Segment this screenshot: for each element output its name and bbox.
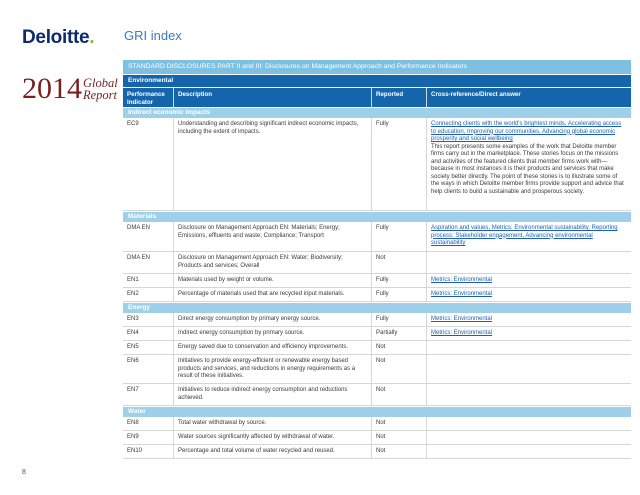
cell-indicator: DMA EN: [123, 222, 174, 251]
cell-cross-reference: [427, 417, 631, 430]
cell-reported: Not: [372, 445, 427, 458]
column-header-row: [123, 88, 631, 107]
table-row: [123, 355, 631, 384]
cell-reported: Fully: [372, 222, 427, 251]
cell-cross-reference: [427, 355, 631, 383]
global-report-badge: [22, 74, 118, 104]
cell-cross-reference: [427, 431, 631, 444]
logo-dot: .: [89, 27, 95, 48]
cell-cross-reference: [427, 327, 631, 340]
table-title: STANDARD DISCLOSURES PART II and III: Disclosures on Management Approach and Performance Indicators: [123, 60, 631, 74]
table-row: [123, 274, 631, 288]
section-energy: Energy: [123, 303, 631, 313]
table-row: [123, 222, 631, 252]
report-name: [83, 77, 118, 101]
cell-cross-reference: [427, 384, 631, 405]
cell-indicator: EN5: [123, 341, 174, 354]
cell-description: Initiatives to reduce indirect energy consumption and reductions achieved.: [174, 384, 372, 405]
cell-cross-reference: [427, 118, 631, 210]
table-row: [123, 431, 631, 445]
table-subtitle: Environmental: [123, 75, 631, 87]
cross-reference-text: This report presents some examples of the work that Deloitte member firms carry out in the marketplace. These stories focus on the missions and activities of the featured clients that member firms work with—because in most instances it is their products and services that make society better directly. The point of these stories is to illustrate some of the ways in which Deloitte member firms provide support and advice that help clients to build a sustainable and prosperous society.: [431, 143, 624, 195]
cell-description: Disclosure on Management Approach EN: Water; Biodiversity; Products and services; Overall: [174, 252, 372, 273]
cell-cross-reference: [427, 252, 631, 273]
cross-reference-link[interactable]: Metrics: Environmental: [431, 330, 493, 336]
cell-indicator: DMA EN: [123, 252, 174, 273]
cell-description: Percentage and total volume of water recycled and reused.: [174, 445, 372, 458]
cell-cross-reference: [427, 341, 631, 354]
cell-description: Initiatives to provide energy-efficient or renewable energy based products and services, and reductions in energy requirements as a result of these initiatives.: [174, 355, 372, 383]
cell-reported: Not: [372, 384, 427, 405]
cell-description: Indirect energy consumption by primary source.: [174, 327, 372, 340]
column-header-indicator: Performance Indicator: [123, 88, 174, 107]
section-materials: Materials: [123, 212, 631, 222]
cell-cross-reference: [427, 288, 631, 301]
column-header-description: Description: [174, 88, 372, 107]
cell-cross-reference: [427, 313, 631, 326]
cell-reported: Not: [372, 341, 427, 354]
report-year: 2014: [22, 72, 82, 105]
cell-cross-reference: [427, 445, 631, 458]
cell-cross-reference: [427, 222, 631, 251]
cross-reference-link[interactable]: Connecting clients with the world's brightest minds, Accelerating access to education, Improving our communities, Advancing global economic prosperity and social wellbeing: [431, 121, 622, 142]
table-row: [123, 417, 631, 431]
cell-indicator: EN8: [123, 417, 174, 430]
cell-reported: Not: [372, 431, 427, 444]
table-row: [123, 118, 631, 211]
cell-reported: Not: [372, 252, 427, 273]
cell-description: Total water withdrawal by source.: [174, 417, 372, 430]
table-row: [123, 288, 631, 302]
cross-reference-link[interactable]: Metrics: Environmental: [431, 316, 493, 322]
table-row: [123, 384, 631, 406]
section-water: Water: [123, 407, 631, 417]
cell-indicator: EN1: [123, 274, 174, 287]
cell-reported: Fully: [372, 274, 427, 287]
cell-indicator: EN7: [123, 384, 174, 405]
page-number: 8: [22, 469, 26, 476]
cell-indicator: EN9: [123, 431, 174, 444]
cell-indicator: EN6: [123, 355, 174, 383]
section-indirect-economic-impacts: Indirect economic impacts: [123, 108, 631, 118]
cell-reported: Not: [372, 417, 427, 430]
table-row: [123, 313, 631, 327]
cell-reported: Partially: [372, 327, 427, 340]
table-row: [123, 445, 631, 459]
report-name-line2: Report: [83, 88, 118, 102]
cross-reference-link[interactable]: Metrics: Environmental: [431, 277, 493, 283]
cell-cross-reference: [427, 274, 631, 287]
table-row: [123, 327, 631, 341]
table-row: [123, 341, 631, 355]
cell-description: Disclosure on Management Approach EN: Materials; Energy; Emissions, effluents and waste; Compliance; Transport: [174, 222, 372, 251]
cell-description: Direct energy consumption by primary energy source.: [174, 313, 372, 326]
column-header-cross-reference: Cross-reference/Direct answer: [431, 91, 521, 98]
cell-indicator: EN3: [123, 313, 174, 326]
cross-reference-link[interactable]: Aspiration and values, Metrics: Environmental sustainability, Reporting process: Stakeholder engagement, Advancing environmental sustainability: [431, 225, 618, 246]
cell-description: Water sources significantly affected by withdrawal of water.: [174, 431, 372, 444]
deloitte-logo: [22, 27, 94, 49]
cell-indicator: EN2: [123, 288, 174, 301]
cell-reported: Fully: [372, 118, 427, 210]
cell-reported: Fully: [372, 288, 427, 301]
cell-description: Energy saved due to conservation and efficiency improvements.: [174, 341, 372, 354]
column-header-reported: Reported: [372, 88, 427, 107]
cell-reported: Fully: [372, 313, 427, 326]
cell-description: Materials used by weight or volume.: [174, 274, 372, 287]
cell-description: Percentage of materials used that are recycled input materials.: [174, 288, 372, 301]
cross-reference-link[interactable]: Metrics: Environmental: [431, 291, 493, 297]
cell-indicator: EN4: [123, 327, 174, 340]
logo-wordmark: Deloitte: [22, 27, 90, 48]
cell-indicator: EN10: [123, 445, 174, 458]
gri-table: [123, 60, 631, 459]
page-title: GRI index: [124, 28, 182, 43]
cell-indicator: EC9: [123, 118, 174, 210]
report-name-line1: Global: [83, 76, 118, 90]
cell-reported: Not: [372, 355, 427, 383]
cell-description: Understanding and describing significant indirect economic impacts, including the extent of impacts.: [174, 118, 372, 210]
table-row: [123, 252, 631, 274]
